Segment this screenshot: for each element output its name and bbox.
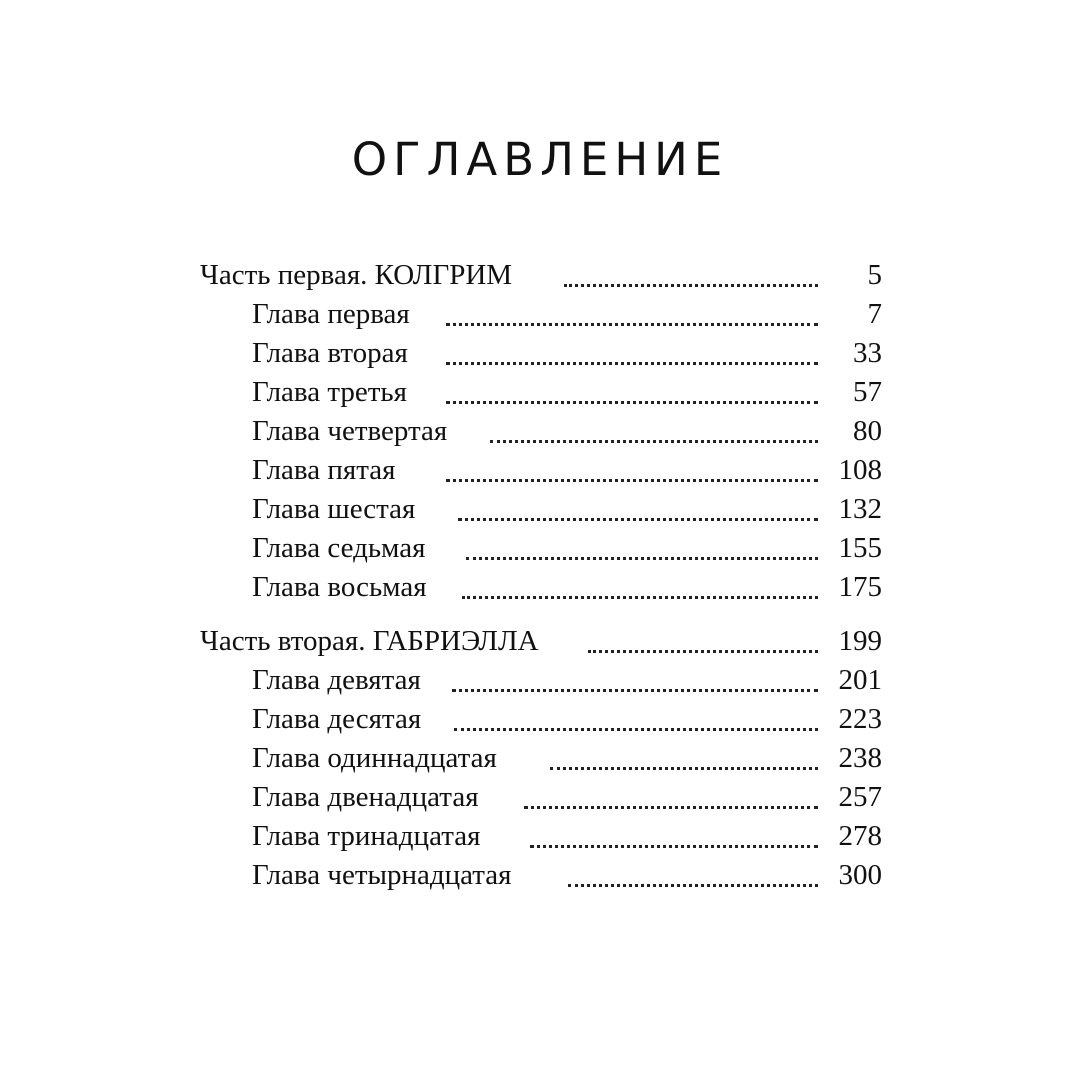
page-number: 238 bbox=[827, 739, 883, 777]
page-number: 108 bbox=[827, 451, 883, 489]
dot-leader bbox=[568, 881, 818, 887]
dot-leader bbox=[490, 437, 818, 443]
chapter-title: Глава седьмая bbox=[252, 529, 439, 567]
chapter-title: Глава третья bbox=[252, 373, 421, 411]
part-title: Часть вторая. ГАБРИЭЛЛА bbox=[200, 622, 553, 660]
toc-chapter-4[interactable] bbox=[200, 412, 882, 450]
toc-chapter-12[interactable] bbox=[200, 778, 882, 816]
page-number: 57 bbox=[841, 373, 882, 411]
page-number: 223 bbox=[827, 700, 883, 738]
dot-leader bbox=[588, 647, 818, 653]
chapter-title: Глава шестая bbox=[252, 490, 429, 528]
toc-chapter-6[interactable] bbox=[200, 490, 882, 528]
dot-leader bbox=[446, 476, 818, 482]
toc-chapter-5[interactable] bbox=[200, 451, 882, 489]
page-number: 278 bbox=[827, 817, 883, 855]
page-number: 201 bbox=[827, 661, 883, 699]
dot-leader bbox=[550, 764, 818, 770]
dot-leader bbox=[446, 398, 818, 404]
dot-leader bbox=[454, 725, 818, 731]
chapter-title: Глава двенадцатая bbox=[252, 778, 493, 816]
chapter-title: Глава десятая bbox=[252, 700, 435, 738]
page-number: 155 bbox=[827, 529, 883, 567]
dot-leader bbox=[446, 359, 818, 365]
dot-leader bbox=[524, 803, 818, 809]
page-number: 33 bbox=[841, 334, 882, 372]
chapter-title: Глава тринадцатая bbox=[252, 817, 494, 855]
toc-chapter-9[interactable] bbox=[200, 661, 882, 699]
page-number: 80 bbox=[841, 412, 882, 450]
page-number: 7 bbox=[856, 295, 883, 333]
dot-leader bbox=[530, 842, 818, 848]
page-title: ОГЛАВЛЕНИЕ bbox=[351, 133, 729, 186]
toc-chapter-7[interactable] bbox=[200, 529, 882, 567]
toc-chapter-8[interactable] bbox=[200, 568, 882, 606]
page-number: 199 bbox=[827, 622, 883, 660]
toc-chapter-10[interactable] bbox=[200, 700, 882, 738]
dot-leader bbox=[452, 686, 818, 692]
dot-leader bbox=[466, 554, 818, 560]
part-title: Часть первая. КОЛГРИМ bbox=[200, 256, 526, 294]
chapter-title: Глава девятая bbox=[252, 661, 435, 699]
page-number: 5 bbox=[856, 256, 883, 294]
page-number: 175 bbox=[827, 568, 883, 606]
toc-part-1[interactable] bbox=[200, 256, 882, 294]
toc-chapter-2[interactable] bbox=[200, 334, 882, 372]
page-number: 300 bbox=[827, 856, 883, 894]
chapter-title: Глава четырнадцатая bbox=[252, 856, 526, 894]
chapter-title: Глава одиннадцатая bbox=[252, 739, 511, 777]
toc-chapter-1[interactable] bbox=[200, 295, 882, 333]
toc-chapter-11[interactable] bbox=[200, 739, 882, 777]
dot-leader bbox=[446, 320, 818, 326]
dot-leader bbox=[462, 593, 818, 599]
chapter-title: Глава четвертая bbox=[252, 412, 461, 450]
toc-chapter-13[interactable] bbox=[200, 817, 882, 855]
chapter-title: Глава восьмая bbox=[252, 568, 441, 606]
dot-leader bbox=[564, 281, 818, 287]
page-number: 257 bbox=[827, 778, 883, 816]
chapter-title: Глава вторая bbox=[252, 334, 422, 372]
toc-part-2[interactable] bbox=[200, 622, 882, 660]
page-number: 132 bbox=[827, 490, 883, 528]
chapter-title: Глава первая bbox=[252, 295, 424, 333]
dot-leader bbox=[458, 515, 818, 521]
chapter-title: Глава пятая bbox=[252, 451, 409, 489]
toc-chapter-14[interactable] bbox=[200, 856, 882, 894]
toc-chapter-3[interactable] bbox=[200, 373, 882, 411]
